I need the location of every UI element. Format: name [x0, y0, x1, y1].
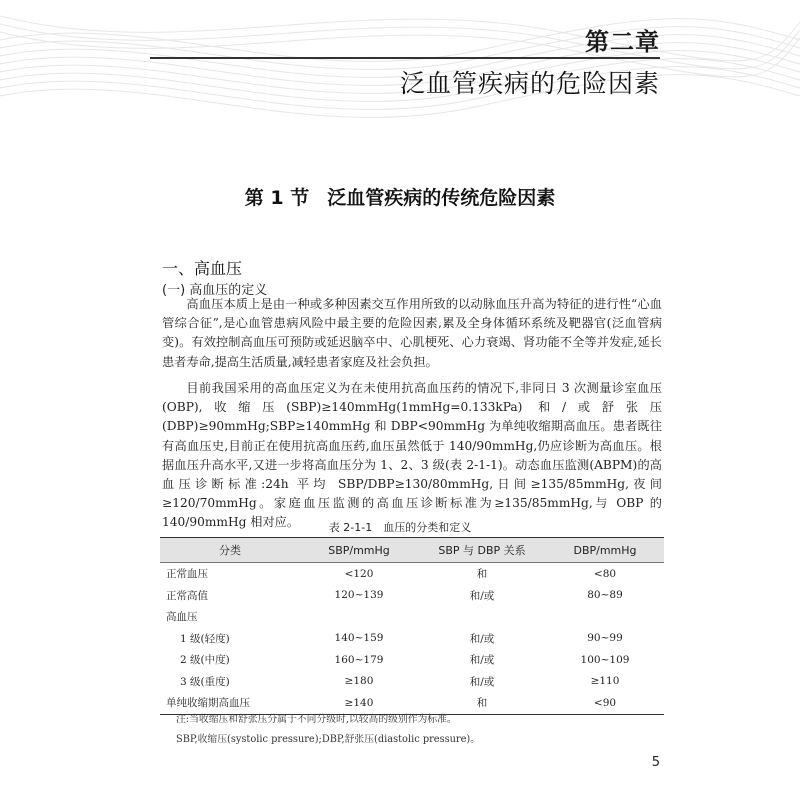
cell-relation	[418, 606, 546, 628]
cell-sbp: ≥140	[300, 692, 418, 714]
paragraph-2: 目前我国采用的高血压定义为在未使用抗高血压药的情况下,非同日 3 次测量诊室血压(OBP),收缩压(SBP)≥140mmHg(1mmHg=0.133kPa) 和/或舒张压(DBP)≥90mmHg;SBP≥140mmHg 和 DBP<90mmHg 为单纯收缩期高血压。患者既往有高血压史,目前正在使用抗高血压药,血压虽然低于 140/90mmHg,仍应诊断为高血压。根据血压升高水平,又进一步将高血压分为 1、2、3 级(表 2-1-1)。动态血压监测(ABPM)的高血压诊断标准:24h 平均 SBP/DBP≥130/80mmHg,日间≥135/85mmHg,夜间≥120/70mmHg。家庭血压监测的高血压诊断标准为≥135/85mmHg,与 OBP 的 140/90mmHg 相对应。	[162, 381, 662, 530]
table-row	[160, 628, 664, 650]
section-name: 泛血管疾病的传统危险因素	[327, 187, 556, 209]
cell-relation: 和	[418, 692, 546, 714]
table-row	[160, 563, 664, 585]
table-note: 注:当收缩压和舒张压分属于不同分级时,以较高的级别作为标准。	[176, 714, 457, 725]
cell-relation: 和	[476, 568, 488, 581]
bp-classification-table	[160, 537, 664, 715]
table-row	[160, 671, 664, 693]
cell-relation: 和/或	[469, 589, 495, 602]
header-category: 分类	[160, 538, 300, 563]
cell-sbp: 160~179	[334, 653, 384, 666]
table-row	[160, 585, 664, 607]
table-abbreviations: SBP,收缩压(systolic pressure);DBP,舒张压(diastolic pressure)。	[176, 734, 481, 745]
cell-relation: 和/或	[469, 675, 495, 688]
cell-relation: 和/或	[469, 654, 495, 667]
cell-sbp: 120~139	[334, 589, 384, 602]
cell-category: 正常高值	[166, 589, 208, 602]
table-caption: 表 2-1-1 血压的分类和定义	[328, 521, 472, 534]
table-row	[160, 606, 664, 628]
cell-dbp: <90	[546, 692, 664, 714]
cell-category: 正常血压	[166, 568, 208, 581]
cell-sbp: ≥180	[344, 675, 374, 688]
header-relation: SBP 与 DBP 关系	[418, 538, 546, 563]
paragraph-1: 高血压本质上是由一种或多种因素交互作用所致的以动脉血压升高为特征的进行性“心血管综合征”,是心血管患病风险中最主要的危险因素,累及全身体循环系统及靶器官(泛血管病变)。有效控制高血压可预防或延迟脑卒中、心肌梗死、心力衰竭、肾功能不全等并发症,延长患者寿命,提高生活质量,减轻患者家庭及社会负担。	[162, 297, 662, 369]
subheading-definition: (一) 高血压的定义	[162, 283, 268, 298]
cell-dbp: <80	[593, 567, 617, 580]
cell-category: 3 级(重度)	[180, 675, 230, 688]
table-header-row	[160, 538, 664, 563]
cell-dbp: 80~89	[587, 589, 623, 602]
chapter-divider	[150, 57, 660, 59]
chapter-title: 泛血管疾病的危险因素	[399, 69, 660, 98]
cell-category: 2 级(中度)	[180, 654, 230, 667]
cell-dbp: ≥110	[590, 675, 620, 688]
section-number: 第 1 节	[244, 187, 310, 209]
chapter-number: 第二章	[585, 28, 660, 56]
cell-sbp: 140~159	[334, 632, 384, 645]
cell-relation: 和/或	[469, 632, 495, 645]
cell-dbp	[546, 606, 664, 628]
header-dbp: DBP/mmHg	[546, 538, 664, 563]
table-row	[160, 649, 664, 671]
cell-category: 1 级(轻度)	[180, 632, 230, 645]
cell-dbp: 90~99	[587, 632, 623, 645]
header-sbp: SBP/mmHg	[300, 538, 418, 563]
page-number: 5	[651, 755, 660, 770]
heading-hypertension: 一、高血压	[162, 259, 243, 278]
cell-sbp: <120	[344, 567, 374, 580]
section-title	[0, 183, 800, 210]
cell-category: 单纯收缩期高血压	[160, 692, 300, 714]
cell-dbp: 100~109	[580, 653, 630, 666]
cell-sbp	[300, 606, 418, 628]
cell-category: 高血压	[166, 611, 198, 624]
